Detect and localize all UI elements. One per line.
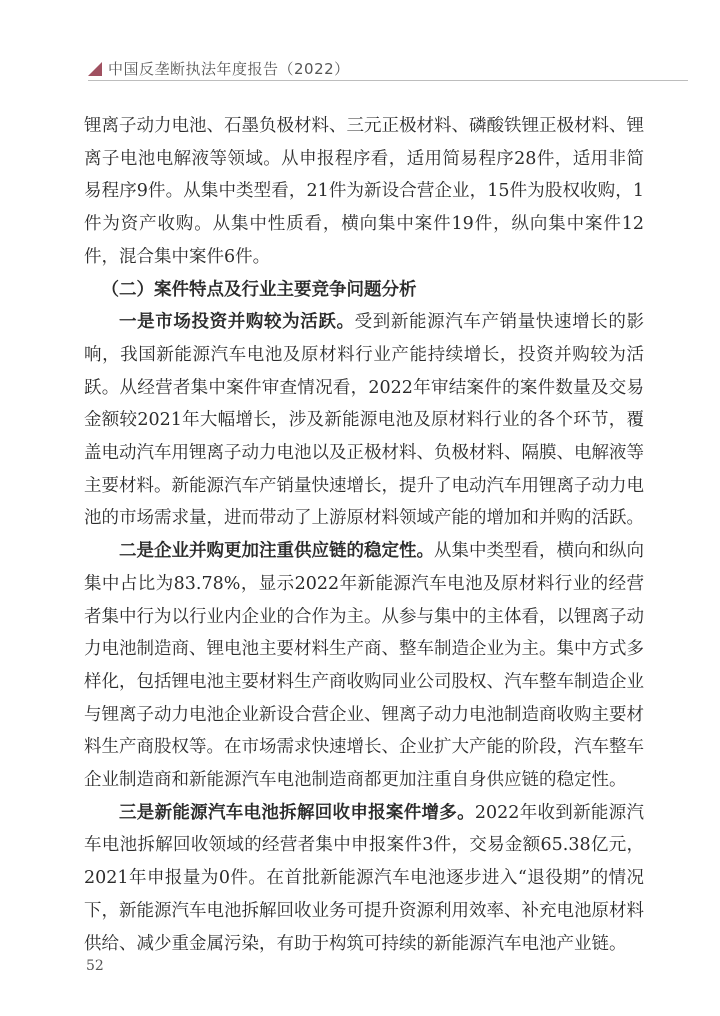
paragraph-battery-recycling bbox=[84, 797, 644, 961]
paragraph-market-investment bbox=[84, 306, 644, 535]
paragraph-supply-chain bbox=[84, 535, 644, 797]
running-header bbox=[88, 58, 688, 82]
paragraph-lead: 三是新能源汽车电池拆解回收申报案件增多。 bbox=[119, 802, 475, 823]
body-text bbox=[84, 110, 644, 960]
paragraph-lead: 一是市场投资并购较为活跃。 bbox=[119, 312, 355, 333]
header-marker-icon bbox=[88, 62, 102, 76]
header-divider bbox=[88, 80, 688, 81]
paragraph-body: 2022年收到新能源汽车电池拆解回收领域的经营者集中申报案件3件，交易金额65.38亿元，2021年申报量为0件。在首批新能源汽车电池逐步进入“退役期”的情况下，新能源汽车电池拆解回收业务可提升资源利用效率、补充电池原材料供给、减少重金属污染，有助于构筑可持续的新能源汽车电池产业链。 bbox=[84, 802, 644, 954]
paragraph-continuation: 锂离子动力电池、石墨负极材料、三元正极材料、磷酸铁锂正极材料、锂离子电池电解液等领域。从申报程序看，适用简易程序28件，适用非简易程序9件。从集中类型看，21件为新设合营企业，15件为股权收购，1件为资产收购。从集中性质看，横向集中案件19件，纵向集中案件12件，混合集中案件6件。 bbox=[84, 116, 644, 267]
header-title: 中国反垄断执法年度报告（2022） bbox=[108, 60, 350, 78]
paragraph-body: 从集中类型看，横向和纵向集中占比为83.78%，显示2022年新能源汽车电池及原材料行业的经营者集中行为以行业内企业的合作为主。从参与集中的主体看，以锂离子动力电池制造商、锂电池主要材料生产商、整车制造企业为主。集中方式多样化，包括锂电池主要材料生产商收购同业公司股权、汽车整车制造企业与锂离子动力电池企业新设合营企业、锂离子动力电池制造商收购主要材料生产商股权等。在市场需求快速增长、企业扩大产能的阶段，汽车整车企业制造商和新能源汽车电池制造商都更加注重自身供应链的稳定性。 bbox=[84, 541, 644, 791]
paragraph-body: 受到新能源汽车产销量快速增长的影响，我国新能源汽车电池及原材料行业产能持续增长，投资并购较为活跃。从经营者集中案件审查情况看，2022年审结案件的案件数量及交易金额较2021年大幅增长，涉及新能源电池及原材料行业的各个环节，覆盖电动汽车用锂离子动力电池以及正极材料、负极材料、隔膜、电解液等主要材料。新能源汽车产销量快速增长，提升了电动汽车用锂离子动力电池的市场需求量，进而带动了上游原材料领域产能的增加和并购的活跃。 bbox=[84, 312, 644, 529]
section-heading: （二）案件特点及行业主要竞争问题分析 bbox=[101, 279, 417, 300]
paragraph-lead: 二是企业并购更加注重供应链的稳定性。 bbox=[119, 541, 434, 562]
page-number: 52 bbox=[86, 958, 104, 974]
